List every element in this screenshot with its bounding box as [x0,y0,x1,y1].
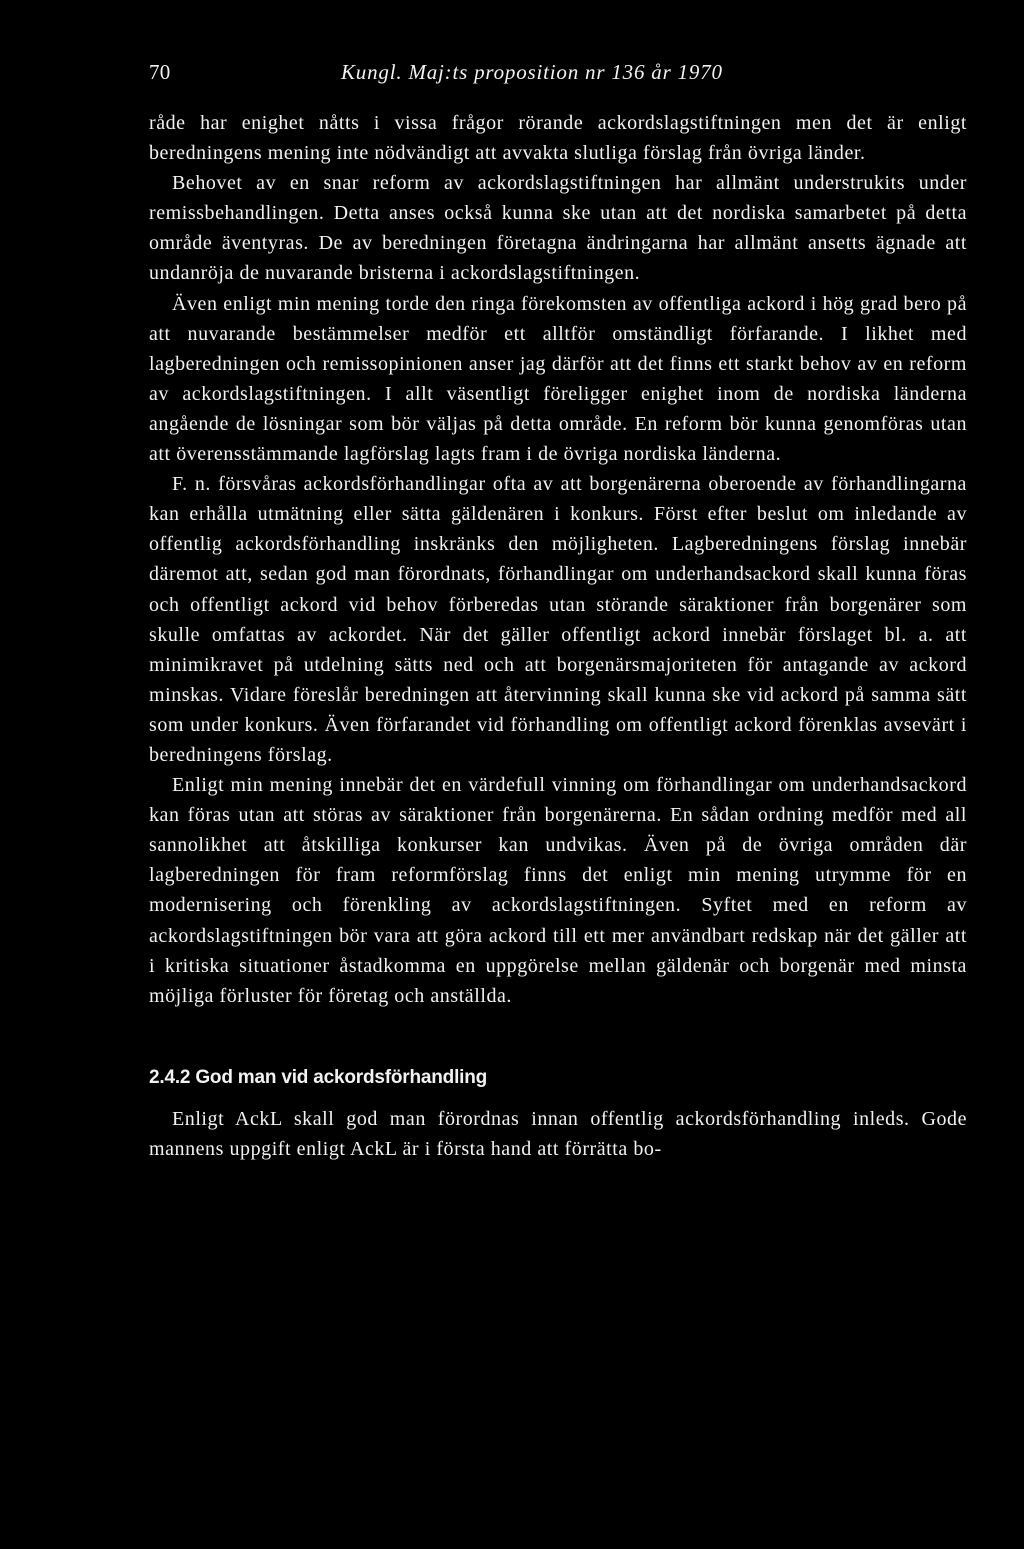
page-number: 70 [149,60,171,84]
paragraph-continuation: råde har enighet nåtts i vissa frågor rörande ackordslagstiftningen men det är enligt beredningens mening inte nödvändigt att avvakta slutliga förslag från övriga länder. [149,112,967,165]
running-title: Kungl. Maj:ts proposition nr 136 år 1970 [341,60,723,84]
page-header [149,60,967,92]
paragraph-current-situation: F. n. försvåras ackordsförhandlingar ofta av att borgenärerna oberoende av förhandlingarna kan erhålla utmätning eller sätta gäldenären i konkurs. Först efter beslut om inledande av offentlig ackordsförhandling inskränks den möjligheten. Lagberedningens förslag innebär däremot att, sedan god man förordnats, förhandlingar om underhandsackord skall kunna föras och offentligt ackord vid behov förberedas utan störande säraktioner från borgenärer som skulle omfattas av ackordet. När det gäller offentligt ackord innebär förslaget bl. a. att minimikravet på utdelning sätts ned och att borgenärsmajoriteten för antagande av ackord minskas. Vidare föreslår beredningen att återvinning skall kunna ske vid ackord på samma sätt som under konkurs. Även förfarandet vid förhandling om offentligt ackord förenklas avsevärt i beredningens förslag. [149,473,967,766]
document-body [149,108,967,1164]
section-paragraph: Enligt AckL skall god man förordnas innan offentlig ackordsförhandling inleds. Gode mannens uppgift enligt AckL är i första hand att förrätta bo- [149,1107,967,1160]
paragraph-reform-need: Behovet av en snar reform av ackordslagstiftningen har allmänt understrukits under remissbehandlingen. Detta anses också kunna ske utan att det nordiska samarbetet på detta område äventyras. De av beredningen företagna ändringarna har allmänt ansetts ägnade att undanröja de nuvarande bristerna i ackordslagstiftningen. [149,172,967,285]
paragraph-minister-opinion: Även enligt min mening torde den ringa förekomsten av offentliga ackord i hög grad bero på att nuvarande bestämmelser medför ett alltför omständligt förfarande. I likhet med lagberedningen och remissopinionen anser jag därför att det finns ett starkt behov av en reform av ackordslagstiftningen. I allt väsentligt föreligger enighet inom de nordiska länderna angående de lösningar som bör väljas på detta område. En reform bör kunna genomföras utan att överensstämmande lagförslag lagts fram i de övriga nordiska länderna. [149,292,967,466]
paragraph-evaluation: Enligt min mening innebär det en värdefull vinning om förhandlingar om underhandsackord kan föras utan att störas av säraktioner från borgenärerna. En sådan ordning medför med all sannolikhet att åtskilliga konkurser kan undvikas. Även på de övriga områden där lagberedningen för fram reformförslag finns det enligt min mening utrymme för en modernisering och förenkling av ackordslagstiftningen. Syftet med en reform av ackordslagstiftningen bör vara att göra ackord till ett mer användbart redskap när det gäller att i kritiska situationer åstadkomma en uppgörelse mellan gäldenär och borgenär med minsta möjliga förluster för företag och anställda. [149,774,967,1007]
section-heading: 2.4.2 God man vid ackordsförhandling [149,1066,488,1088]
document-page [149,60,967,1164]
